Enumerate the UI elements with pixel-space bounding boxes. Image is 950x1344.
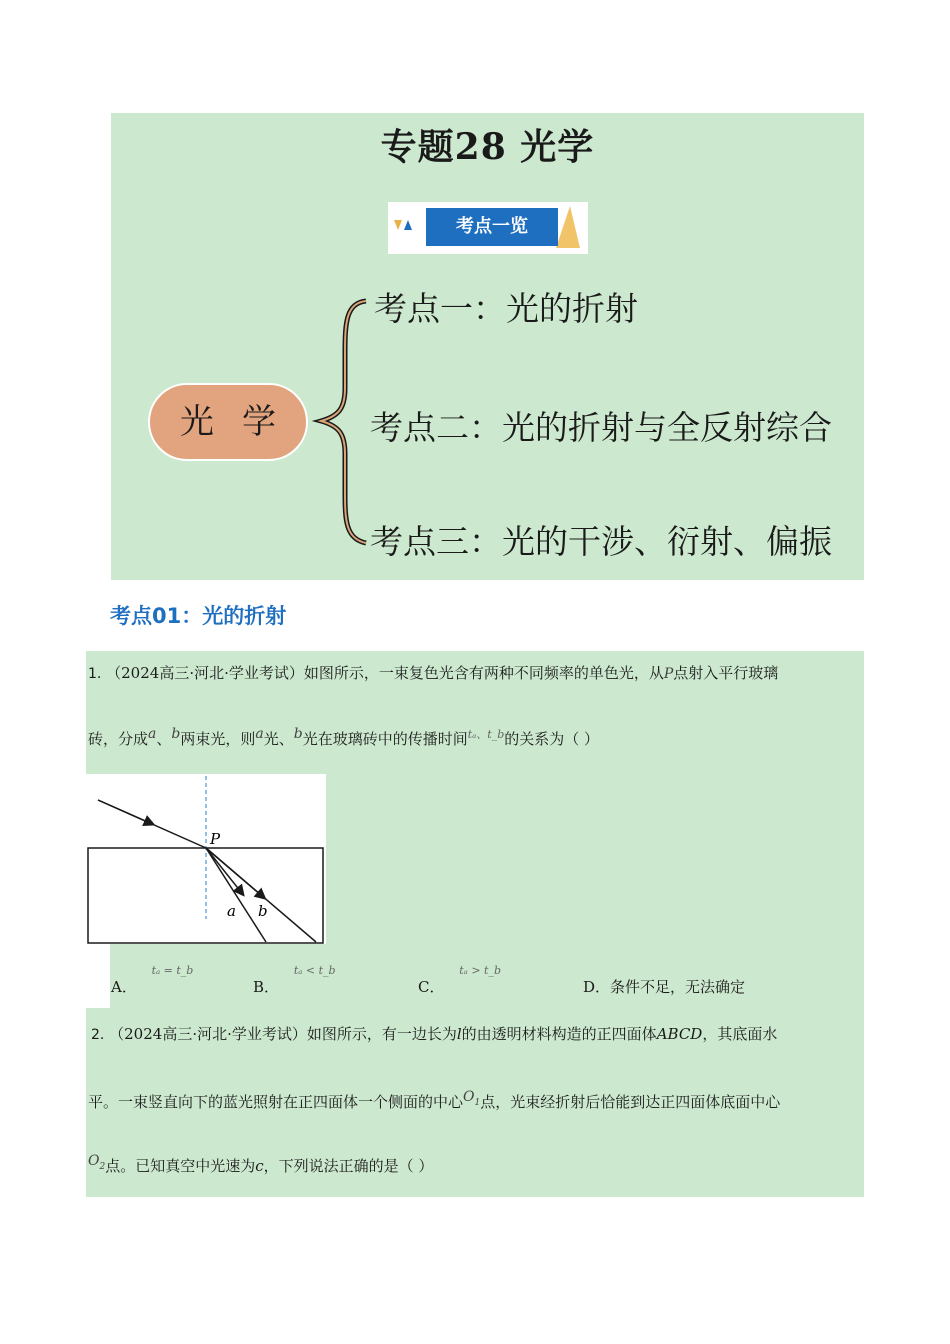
title-panel [111,113,864,580]
option-b-label: B． [253,978,280,996]
page-title: 专题28 光学 [380,126,595,168]
q1-text-f: 光在玻璃砖中的传播时间 [302,730,468,748]
refraction-diagram [86,774,326,944]
section-heading: 考点01：光的折射 [110,604,287,628]
badge-label: 考点一览 [426,208,558,246]
q2-text-a: （2024高三·河北·学业考试）如图所示，有一边长为 [109,1025,457,1043]
fig-label-p: P [210,830,221,848]
q1-line-2 [88,724,599,749]
q1-option-c[interactable] [418,964,501,997]
q1-a-2: a [255,726,264,742]
q2-c: c [255,1157,264,1175]
topic-2: 考点二：光的折射与全反射综合 [370,408,832,447]
q2-o1: O1 [463,1089,481,1108]
q2-text-d: 平。一束竖直向下的蓝光照射在正四面体一个侧面的中心 [88,1093,464,1111]
q1-text-g: 的关系为（ ） [504,730,600,748]
q2-number: 2. [91,1027,105,1043]
option-d-text: 条件不足，无法确定 [610,978,746,996]
q1-sep: 、 [156,730,172,748]
q2-text-g: ，下列说法正确的是（ ） [263,1157,434,1175]
q2-line-3 [88,1151,433,1177]
q1-a: a [148,726,157,742]
q1-option-b[interactable] [253,964,336,997]
q1-text-e: 光、 [263,730,294,748]
option-d-label: D． [583,978,611,996]
q2-text-c: ，其底面水 [702,1025,778,1043]
figure-margin [86,944,110,1008]
q1-line-1 [88,663,778,684]
option-c-label: C． [418,978,445,996]
q1-point-p: P [663,666,674,682]
q2-abcd: ABCD [656,1025,703,1043]
q1-option-d[interactable] [583,976,745,997]
overview-badge [388,202,588,254]
q2-line-1 [91,1024,777,1045]
q1-b: b [171,726,181,742]
q1-b-2: b [293,726,303,742]
option-b-expr: tₐ < t_b [293,964,336,977]
q1-text-c: 砖，分成 [88,730,149,748]
fig-label-b: b [258,902,268,920]
q1-option-a[interactable] [111,964,194,997]
q1-text-a: （2024高三·河北·学业考试）如图所示，一束复色光含有两种不同频率的单色光，从 [106,664,664,682]
q1-text-b: 点射入平行玻璃 [673,664,779,682]
q2-o2: O2 [88,1153,106,1172]
fig-label-a: a [227,902,236,920]
q1-ta-tb: tₐ、t_b [467,728,505,741]
glass-brick-figure [86,774,326,944]
mindmap-center-node: 光学 [148,383,308,461]
q1-number: 1. [88,666,102,682]
option-c-expr: tₐ > t_b [459,964,501,977]
question-block [86,651,864,1197]
topic-1: 考点一：光的折射 [374,289,638,328]
option-a-expr: tₐ = t_b [151,964,194,977]
q2-l: l [456,1025,462,1043]
q2-text-f: 点。已知真空中光速为 [105,1157,256,1175]
q2-text-b: 的由透明材料构造的正四面体 [461,1025,657,1043]
option-a-label: A． [111,978,137,996]
q2-text-e: 点，光束经折射后恰能到达正四面体底面中心 [480,1093,781,1111]
topic-3: 考点三：光的干涉、衍射、偏振 [370,522,832,561]
q1-text-d: 两束光，则 [180,730,256,748]
q2-line-2 [88,1087,780,1113]
